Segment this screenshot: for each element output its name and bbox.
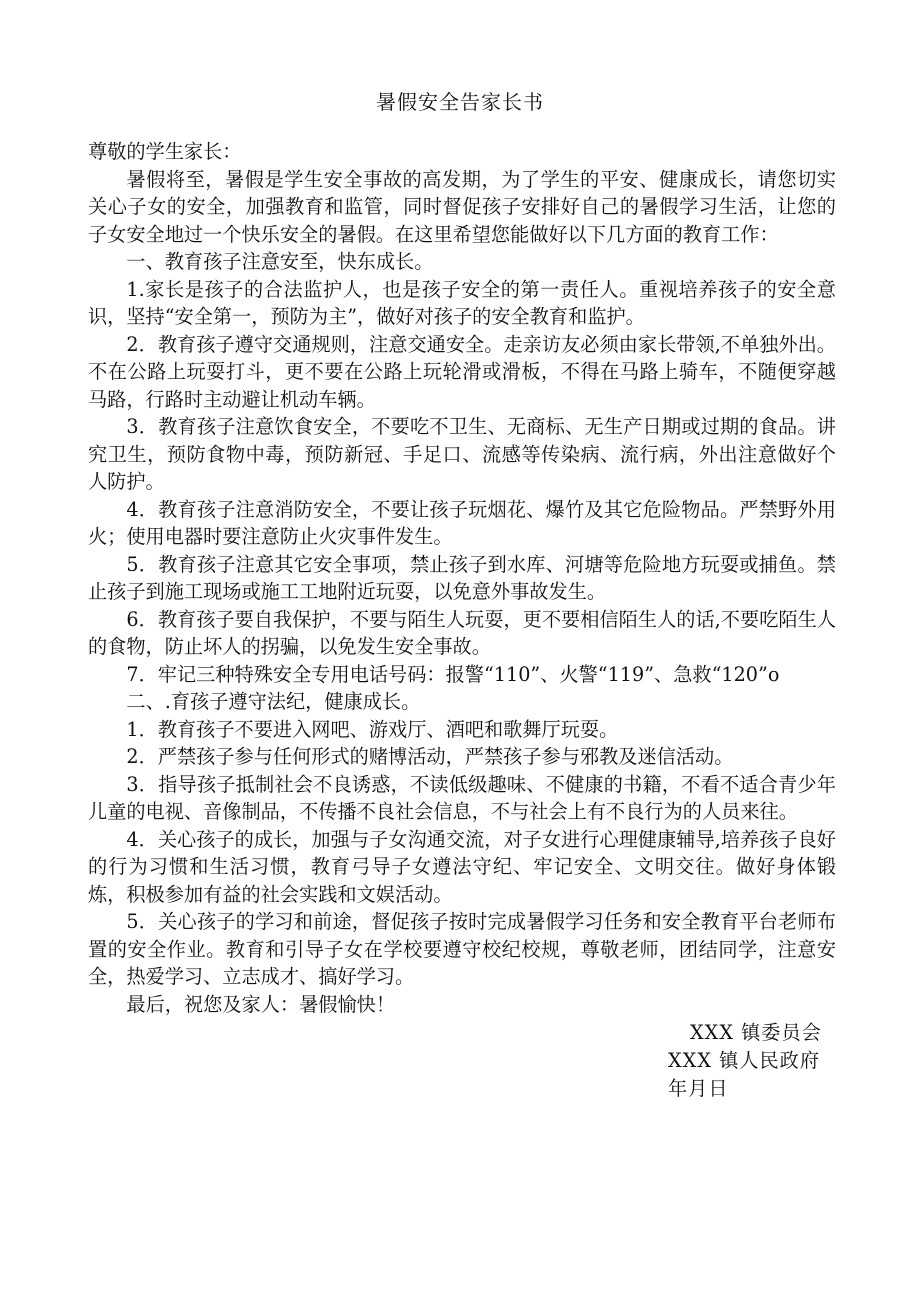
section-2-item-5: 5．关心孩子的学习和前途，督促孩子按时完成暑假学习任务和安全教育平台老师布置的安全作业。教育和引导子女在学校要遵守校纪校规，尊敬老师，团结同学，注意安全，热爱学习、立志成才、搞好学习。 bbox=[88, 910, 836, 988]
section-1-item-6: 6．教育孩子要自我保护，不要与陌生人玩耍，更不要相信陌生人的话,不要吃陌生人的食物，防止坏人的拐骗，以免发生安全事故。 bbox=[88, 607, 836, 658]
section-2-item-4: 4．关心孩子的成长，加强与子女沟通交流，对子女进行心理健康辅导,培养孩子良好的行为习惯和生活习惯，教育弓导子女遵法守纪、牢记安全、文明交往。做好身体锻炼，积极参加有益的社会实践和文娱活动。 bbox=[88, 827, 836, 906]
section-1-item-2: 2．教育孩子遵守交通规则，注意交通安全。走亲访友必须由家长带领,不单独外出。不在公路上玩耍打斗，更不要在公路上玩轮滑或滑板，不得在马路上骑车，不随便穿越马路，行路时主动避让机动车辆。 bbox=[88, 332, 836, 411]
signature-committee: XXX 镇委员会 bbox=[690, 1021, 822, 1044]
section-2-item-3: 3．指导孩子抵制社会不良诱惑，不读低级趣味、不健康的书籍，不看不适合青少年儿童的电视、音像制品，不传播不良社会信息，不与社会上有不良行为的人员来往。 bbox=[88, 772, 836, 823]
intro-paragraph: 暑假将至，暑假是学生安全事故的高发期，为了学生的平安、健康成长，请您切实关心子女的安全，加强教育和监管，同时督促孩子安排好自己的暑假学习生活，让您的子女安全地过一个快乐安全的暑假。在这里希望您能做好以下几方面的教育工作： bbox=[88, 167, 836, 246]
document-body bbox=[88, 138, 836, 1018]
section-1-item-1: 1.家长是孩子的合法监护人，也是孩子安全的第一责任人。重视培养孩子的安全意识，坚持“安全第一，预防为主”，做好对孩子的安全教育和监护。 bbox=[88, 277, 836, 328]
section-1-item-7: 7．牢记三种特殊安全专用电话号码：报警“110”、火警“119”、急救“120”o bbox=[126, 662, 780, 686]
section-1-item-5: 5．教育孩子注意其它安全事项，禁止孩子到水库、河塘等危险地方玩耍或捕鱼。禁止孩子到施工现场或施工工地附近玩耍，以免意外事故发生。 bbox=[88, 552, 836, 603]
document-title: 暑假安全告家长书 bbox=[376, 90, 544, 114]
section-2-item-1: 1．教育孩子不要进入网吧、游戏厅、酒吧和歌舞厅玩耍。 bbox=[126, 717, 619, 741]
signature-date: 年月日 bbox=[668, 1077, 729, 1100]
section-2-item-2: 2．严禁孩子参与任何形式的赌博活动，严禁孩子参与邪教及迷信活动。 bbox=[126, 745, 734, 768]
section-1-item-3: 3．教育孩子注意饮食安全，不要吃不卫生、无商标、无生产日期或过期的食品。讲究卫生，预防食物中毒，预防新冠、手足口、流感等传染病、流行病，外出注意做好个人防护。 bbox=[88, 415, 836, 493]
section-heading-2: 二、.育孩子遵守法纪，健康成长。 bbox=[126, 690, 421, 713]
closing-wish: 最后，祝您及家人：暑假愉快！ bbox=[126, 992, 396, 1016]
section-1-item-4: 4．教育孩子注意消防安全，不要让孩子玩烟花、爆竹及其它危险物品。严禁野外用火；使用电器时要注意防止火灾事件发生。 bbox=[88, 497, 836, 548]
section-heading-1: 一、教育孩子注意安至，快东成长。 bbox=[126, 250, 434, 273]
salutation: 尊敬的学生家长： bbox=[88, 140, 242, 163]
signature-government: XXX 镇人民政府 bbox=[668, 1049, 821, 1072]
